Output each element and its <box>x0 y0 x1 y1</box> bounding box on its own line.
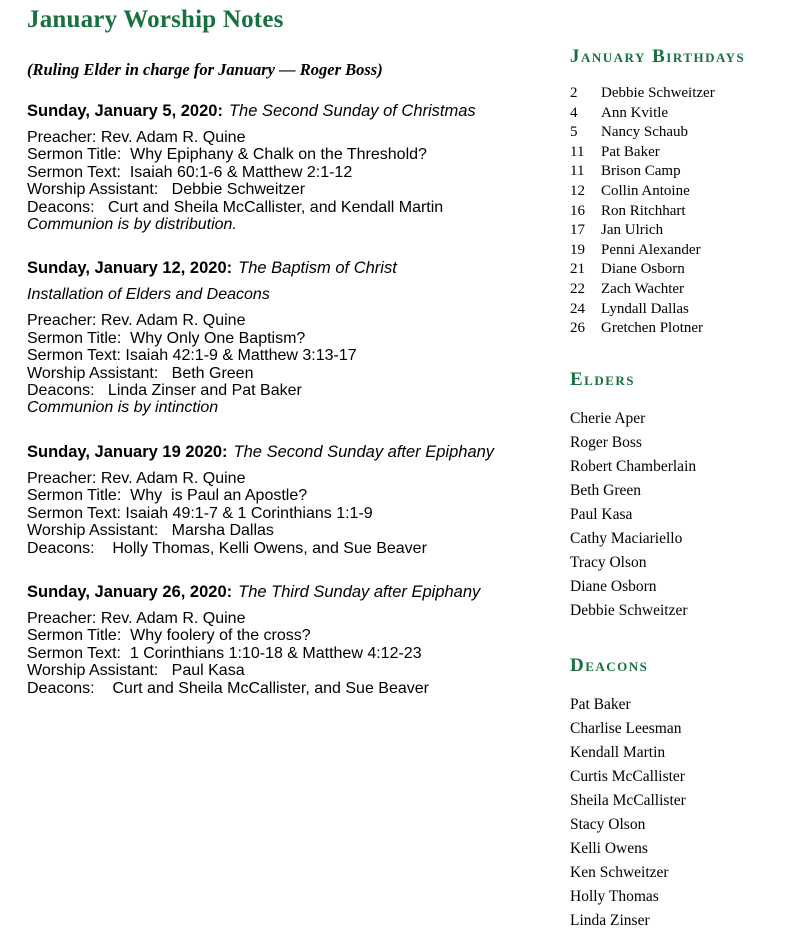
service-line: Worship Assistant: Marsha Dallas <box>27 522 274 540</box>
birthday-row <box>570 319 796 339</box>
birthday-row <box>570 300 796 320</box>
service-note: Installation of Elders and Deacons <box>27 286 270 304</box>
birthday-day: 19 <box>570 241 585 258</box>
birthday-name: Ann Kvitle <box>601 104 669 121</box>
service-line: Preacher: Rev. Adam R. Quine <box>27 129 246 146</box>
elder-name: Roger Boss <box>570 433 642 451</box>
birthday-name: Pat Baker <box>601 143 660 160</box>
elder-name: Diane Osborn <box>570 577 657 595</box>
service-line: Deacons: Curt and Sheila McCallister, and Sue Beaver <box>27 679 429 697</box>
birthday-row <box>570 221 796 241</box>
birthday-day: 11 <box>570 163 585 180</box>
service-date: Sunday, January 19 2020: <box>27 442 228 461</box>
birthday-name: Collin Antoine <box>601 182 690 199</box>
deacon-name: Kendall Martin <box>570 743 666 761</box>
birthday-name: Lyndall Dallas <box>601 300 689 317</box>
birthday-row <box>570 162 796 182</box>
elder-name: Beth Green <box>570 481 642 499</box>
birthday-row <box>570 280 796 300</box>
service-title: The Third Sunday after Epiphany <box>238 582 481 601</box>
service-line: Sermon Title: Why is Paul an Apostle? <box>27 487 308 505</box>
page-title: January Worship Notes <box>27 6 284 33</box>
deacon-name: Charlise Leesman <box>570 719 682 737</box>
communion-note: Communion is by intinction <box>27 399 219 417</box>
service-line: Sermon Title: Why Only One Baptism? <box>27 329 306 347</box>
deacon-name: Sheila McCallister <box>570 791 686 809</box>
ruling-elder-note: (Ruling Elder in charge for January — Roger Boss) <box>27 60 383 79</box>
birthday-day: 16 <box>570 202 585 219</box>
birthday-row <box>570 104 796 124</box>
sidebar-column <box>570 46 796 945</box>
service-block <box>27 102 552 233</box>
service-date: Sunday, January 5, 2020: <box>27 102 223 120</box>
service-heading <box>27 583 552 602</box>
service-heading <box>27 443 552 462</box>
service-block <box>27 259 552 416</box>
service-line: Deacons: Curt and Sheila McCallister, and Kendall Martin <box>27 198 444 216</box>
service-line: Sermon Text: Isaiah 49:1-7 & 1 Corinthians 1:1-9 <box>27 504 373 522</box>
service-line: Worship Assistant: Paul Kasa <box>27 662 245 680</box>
deacon-name: Ken Schweitzer <box>570 863 669 881</box>
worship-notes-column <box>27 6 552 723</box>
birthdays-list <box>570 84 796 339</box>
birthday-day: 11 <box>570 143 585 160</box>
service-line: Sermon Title: Why foolery of the cross? <box>27 627 311 645</box>
birthday-day: 22 <box>570 280 585 297</box>
birthdays-heading: January Birthdays <box>570 46 746 67</box>
service-title: The Baptism of Christ <box>238 259 397 278</box>
birthday-row <box>570 143 796 163</box>
service-line: Worship Assistant: Debbie Schweitzer <box>27 181 306 199</box>
deacon-name: Curtis McCallister <box>570 767 685 785</box>
service-line: Deacons: Holly Thomas, Kelli Owens, and Sue Beaver <box>27 539 427 557</box>
birthday-row <box>570 182 796 202</box>
deacon-name: Kelli Owens <box>570 839 648 857</box>
elder-name: Robert Chamberlain <box>570 457 697 475</box>
services-list <box>27 102 552 697</box>
birthday-day: 4 <box>570 104 578 121</box>
elders-heading: Elders <box>570 368 636 390</box>
birthday-day: 12 <box>570 182 585 199</box>
birthday-name: Penni Alexander <box>601 241 701 258</box>
birthday-row <box>570 123 796 143</box>
birthday-row <box>570 84 796 104</box>
birthday-name: Brison Camp <box>601 163 681 180</box>
service-title: The Second Sunday after Epiphany <box>233 442 495 461</box>
service-block <box>27 443 552 557</box>
elder-name: Debbie Schweitzer <box>570 601 688 619</box>
deacon-name: Holly Thomas <box>570 887 659 905</box>
birthday-day: 24 <box>570 300 585 317</box>
service-heading <box>27 102 552 121</box>
deacons-list <box>570 693 796 933</box>
birthday-day: 5 <box>570 124 578 141</box>
service-line: Worship Assistant: Beth Green <box>27 364 254 382</box>
service-line: Preacher: Rev. Adam R. Quine <box>27 312 246 330</box>
deacon-name: Stacy Olson <box>570 815 646 833</box>
birthday-day: 21 <box>570 261 585 278</box>
communion-note: Communion is by distribution. <box>27 216 237 234</box>
service-line: Preacher: Rev. Adam R. Quine <box>27 609 246 627</box>
service-line: Preacher: Rev. Adam R. Quine <box>27 469 246 487</box>
birthday-name: Gretchen Plotner <box>601 320 704 337</box>
birthday-row <box>570 241 796 261</box>
elder-name: Cathy Maciariello <box>570 529 683 547</box>
service-date: Sunday, January 12, 2020: <box>27 259 233 278</box>
birthday-name: Zach Wachter <box>601 280 685 297</box>
service-line: Sermon Text: Isaiah 60:1-6 & Matthew 2:1-12 <box>27 163 353 181</box>
elder-name: Paul Kasa <box>570 505 633 523</box>
service-line: Sermon Text: Isaiah 42:1-9 & Matthew 3:13-17 <box>27 347 357 365</box>
birthday-day: 26 <box>570 320 585 337</box>
elder-name: Cherie Aper <box>570 409 646 427</box>
birthday-day: 2 <box>570 85 578 101</box>
deacon-name: Pat Baker <box>570 695 631 713</box>
deacons-heading: Deacons <box>570 654 649 676</box>
birthday-row <box>570 260 796 280</box>
deacon-name: Linda Zinser <box>570 911 650 929</box>
elders-list <box>570 407 796 623</box>
service-title: The Second Sunday of Christmas <box>228 102 476 120</box>
service-line: Sermon Text: 1 Corinthians 1:10-18 & Matthew 4:12-23 <box>27 644 422 662</box>
birthday-name: Nancy Schaub <box>601 124 689 141</box>
service-block <box>27 583 552 697</box>
birthday-name: Ron Ritchhart <box>601 202 686 219</box>
service-line: Deacons: Linda Zinser and Pat Baker <box>27 382 302 400</box>
service-heading <box>27 259 552 278</box>
service-line: Sermon Title: Why Epiphany & Chalk on the Threshold? <box>27 146 427 164</box>
birthday-name: Debbie Schweitzer <box>601 85 715 101</box>
birthday-row <box>570 202 796 222</box>
birthday-name: Diane Osborn <box>601 261 685 278</box>
service-date: Sunday, January 26, 2020: <box>27 582 233 601</box>
birthday-day: 17 <box>570 222 585 239</box>
birthday-name: Jan Ulrich <box>601 222 664 239</box>
elder-name: Tracy Olson <box>570 553 647 571</box>
